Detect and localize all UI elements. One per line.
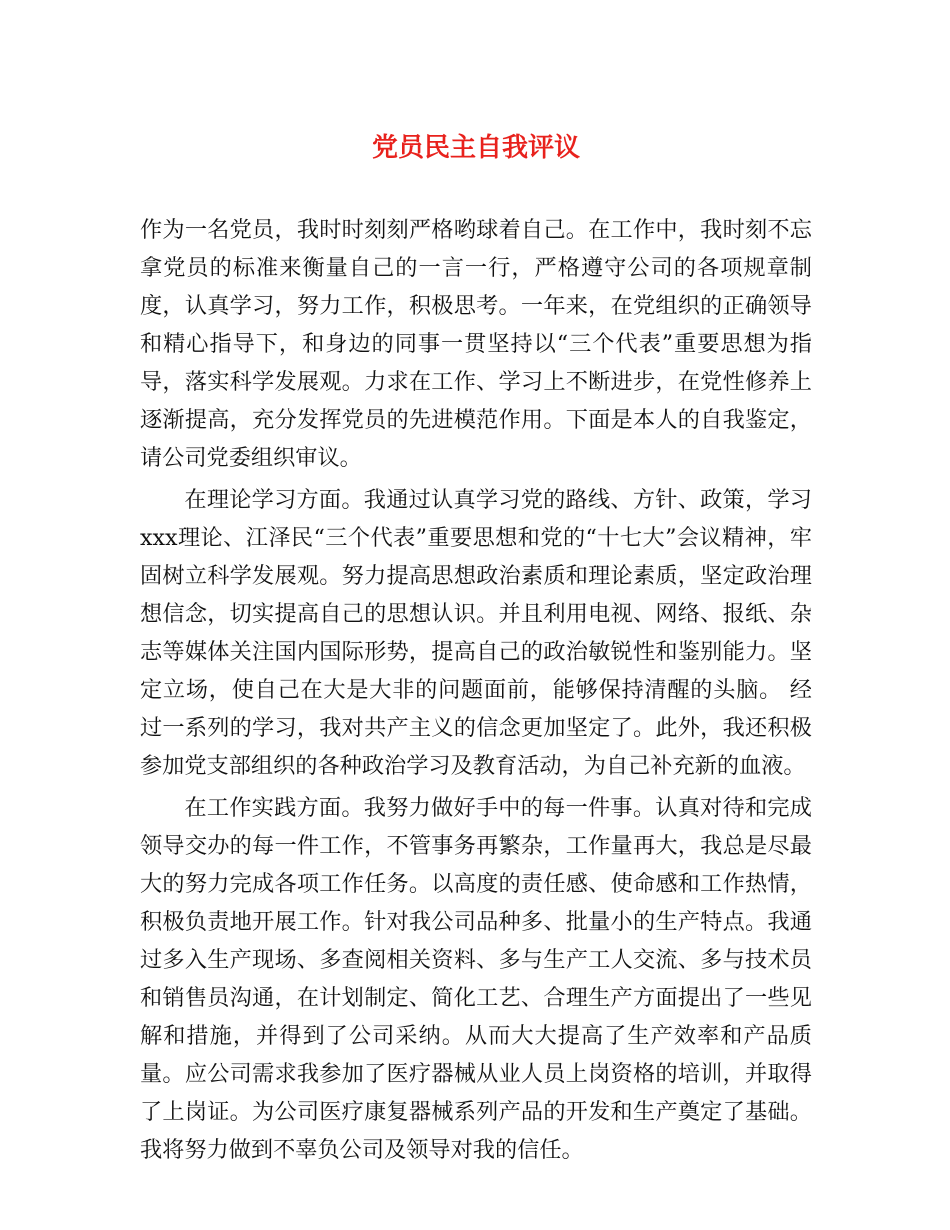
- document-title: 党员民主自我评议: [371, 133, 580, 163]
- paragraph-theory-study: 在理论学习方面。我通过认真学习党的路线、方针、政策，学习xxx理论、江泽民“三个代表”重要思想和党的“十七大”会议精神，牢固树立科学发展观。努力提高思想政治素质和理论素质，坚定政治理想信念，切实提高自己的思想认识。并且利用电视、网络、报纸、杂志等媒体关注国内国际形势，提高自己的政治敏锐性和鉴别能力。坚定立场，使自己在大是大非的问题面前，能够保持清醒的头脑。 经过一系列的学习，我对共产主义的信念更加坚定了。此外，我还积极参加党支部组织的各种政治学习及教育活动，为自己补充新的血液。: [140, 487, 812, 779]
- paragraph-intro: 作为一名党员，我时时刻刻严格哟球着自己。在工作中，我时刻不忘拿党员的标准来衡量自己的一言一行，严格遵守公司的各项规章制度，认真学习，努力工作，积极思考。一年来，在党组织的正确领导和精心指导下，和身边的同事一贯坚持以“三个代表”重要思想为指导，落实科学发展观。力求在工作、学习上不断进步，在党性修养上逐渐提高，充分发挥党员的先进模范作用。下面是本人的自我鉴定，请公司党委组织审议。: [140, 217, 812, 471]
- document-page: [140, 128, 812, 1173]
- paragraph-work-practice: 在工作实践方面。我努力做好手中的每一件事。认真对待和完成领导交办的每一件工作，不管事务再繁杂，工作量再大，我总是尽最大的努力完成各项工作任务。以高度的责任感、使命感和工作热情，积极负责地开展工作。针对我公司品种多、批量小的生产特点。我通过多入生产现场、多查阅相关资料、多与生产工人交流、多与技术员和销售员沟通，在计划制定、简化工艺、合理生产方面提出了一些见解和措施，并得到了公司采纳。从而大大提高了生产效率和产品质量。应公司需求我参加了医疗器械从业人员上岗资格的培训，并取得了上岗证。为公司医疗康复器械系列产品的开发和生产奠定了基础。我将努力做到不辜负公司及领导对我的信任。: [140, 795, 812, 1163]
